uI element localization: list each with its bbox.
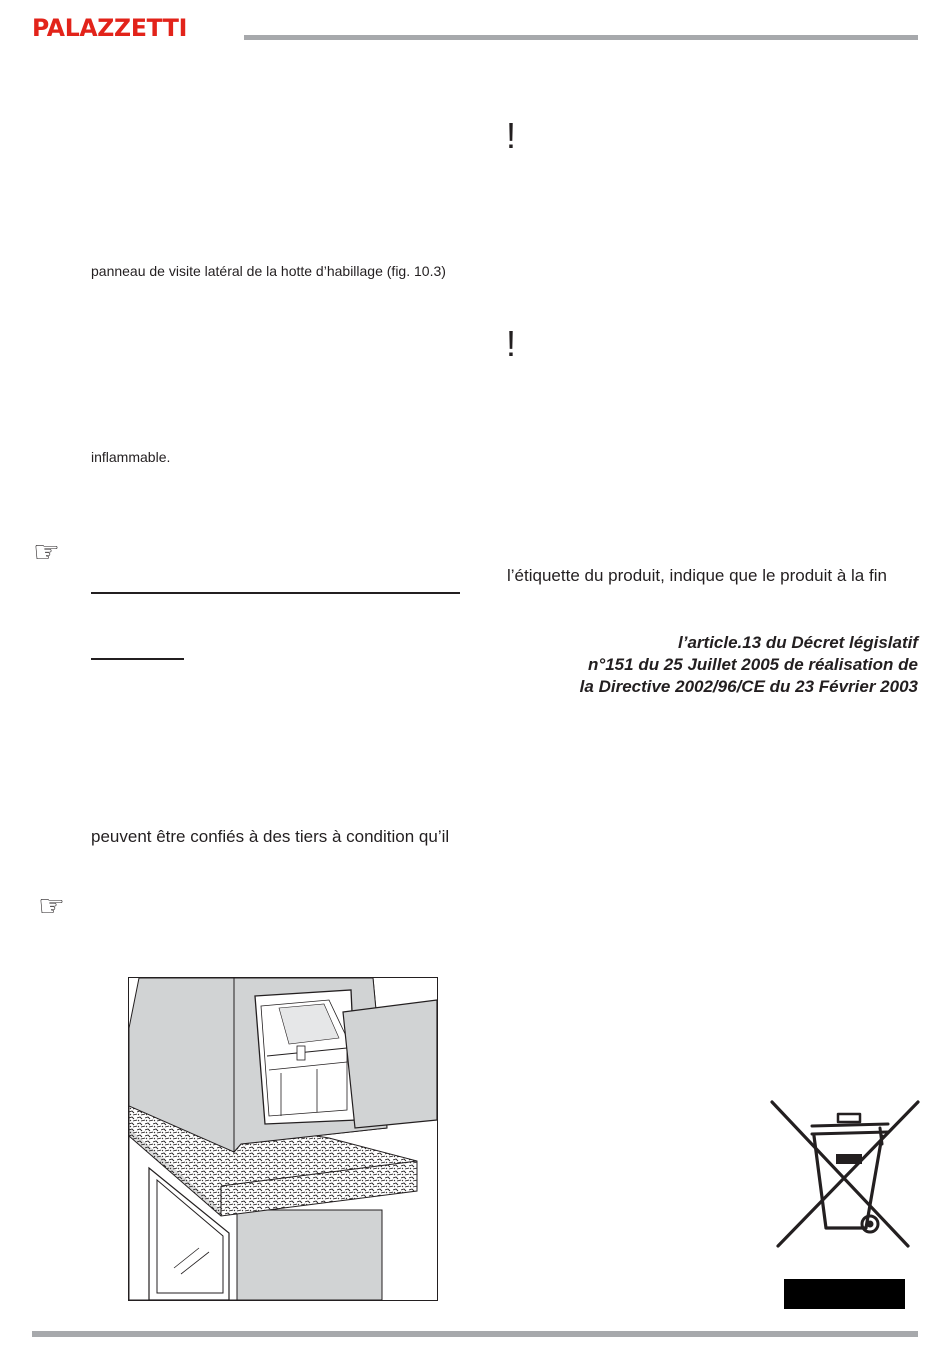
underline-rule-short: [91, 658, 184, 660]
brand-logo: PALAZZETTI: [32, 14, 188, 42]
pointing-hand-icon: ☞: [38, 889, 65, 924]
warning-mark: !: [506, 323, 517, 364]
decree-line: la Directive 2002/96/CE du 23 Février 2003: [579, 677, 918, 696]
text-inflammable: inflammable.: [91, 449, 171, 465]
decree-line: l’article.13 du Décret législatif: [678, 633, 918, 652]
weee-bar: [784, 1279, 905, 1309]
crossed-out-wheeled-bin-icon: [770, 1100, 920, 1255]
text-tiers: peuvent être confiés à des tiers à condition qu’il: [91, 827, 450, 846]
text-etiquette: l’étiquette du produit, indique que le produit à la fin: [507, 566, 887, 585]
fireplace-inspection-panel-illustration: [128, 977, 438, 1301]
decree-line: n°151 du 25 Juillet 2005 de réalisation de: [588, 655, 918, 674]
text-panneau: panneau de visite latéral de la hotte d’habillage (fig. 10.3): [91, 263, 446, 279]
footer-rule: [32, 1331, 918, 1337]
header-rule: [244, 35, 918, 40]
warning-mark: !: [506, 115, 517, 156]
pointing-hand-icon: ☞: [33, 535, 60, 570]
underline-rule-long: [91, 592, 460, 594]
decree-reference: [518, 632, 918, 698]
